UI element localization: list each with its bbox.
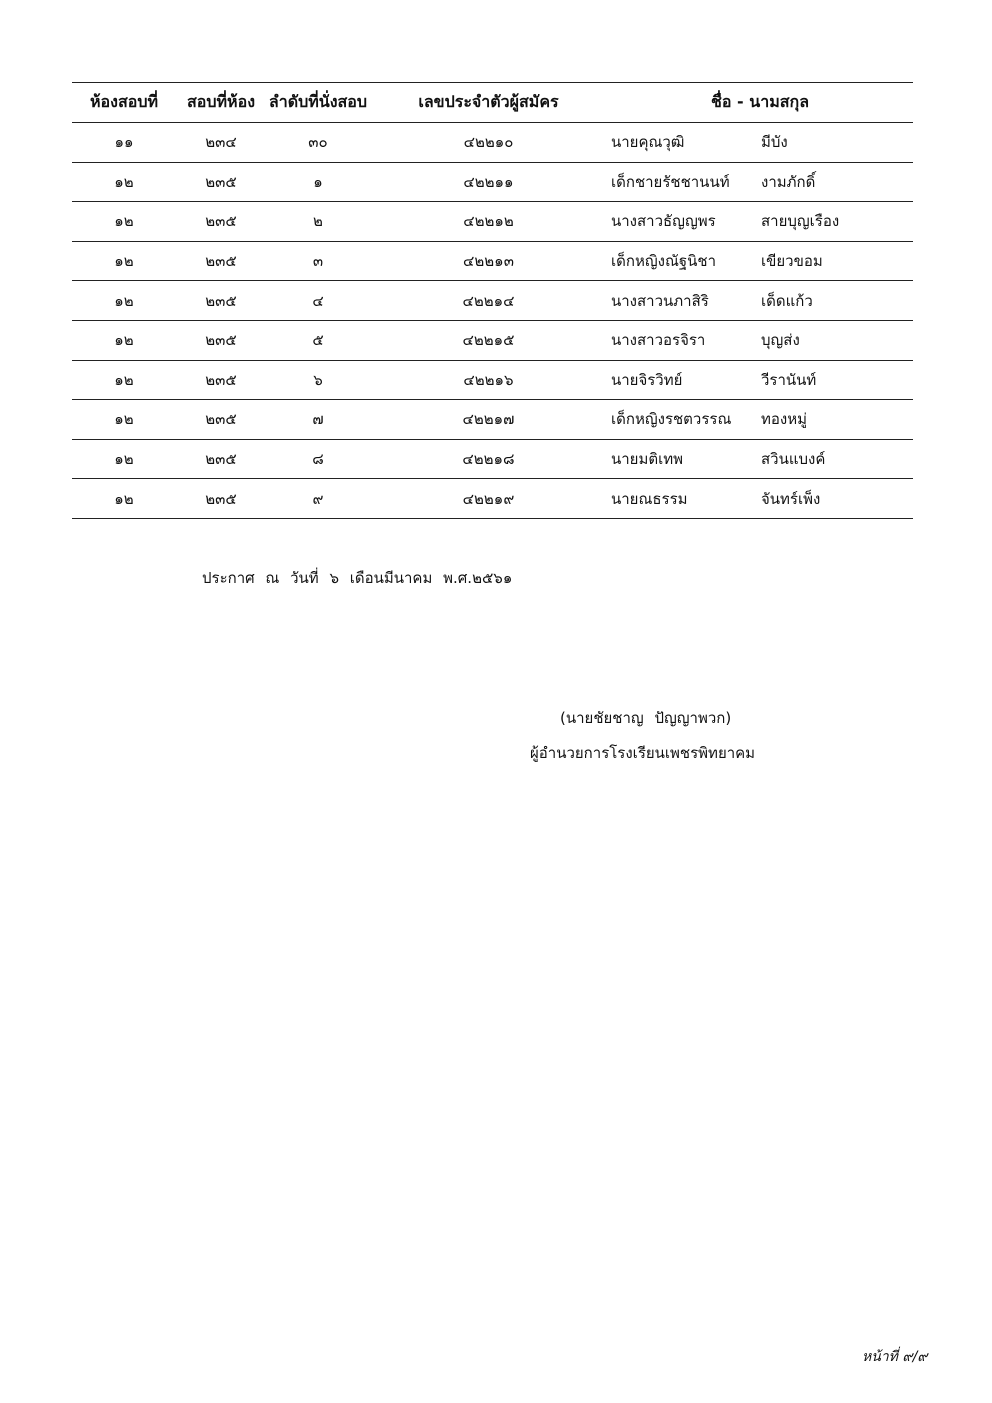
- applicant-id-cell: ๔๒๒๑๑: [463, 172, 514, 191]
- first-name-cell: เด็กหญิงรชตวรรณ: [611, 410, 732, 429]
- applicant-id-cell: ๔๒๒๑๙: [462, 489, 515, 508]
- seat-cell: ๓๐: [308, 133, 328, 152]
- room-cell: ๒๓๕: [205, 172, 237, 191]
- table-row: [72, 162, 913, 202]
- exam-room-cell: ๑๒: [114, 291, 134, 310]
- seat-cell: ๗: [312, 410, 324, 429]
- last-name-cell: เด็ดแก้ว: [761, 291, 813, 310]
- table-row: [72, 479, 913, 519]
- page-number: หน้าที่ ๙/๙: [862, 1349, 928, 1365]
- first-name-cell: นายจิรวิทย์: [611, 370, 683, 389]
- table-row: [72, 320, 913, 360]
- seat-cell: ๒: [313, 212, 323, 231]
- applicant-id-cell: ๔๒๒๑๗: [462, 410, 515, 429]
- room-cell: ๒๓๕: [205, 331, 237, 350]
- header-applicant-id: เลขประจำตัวผู้สมัคร: [418, 92, 559, 111]
- exam-room-cell: ๑๑: [114, 133, 134, 152]
- applicant-id-cell: ๔๒๒๑๓: [463, 252, 514, 271]
- exam-room-cell: ๑๒: [114, 331, 134, 350]
- exam-room-cell: ๑๒: [114, 212, 134, 231]
- applicant-id-cell: ๔๒๒๑๐: [463, 133, 514, 152]
- exam-room-cell: ๑๒: [114, 172, 134, 191]
- exam-room-cell: ๑๒: [114, 450, 134, 469]
- table-row: [72, 439, 913, 479]
- candidate-table-container: [72, 82, 913, 519]
- room-cell: ๒๓๕: [205, 252, 237, 271]
- first-name-cell: นางสาวอรจิรา: [611, 331, 706, 350]
- room-cell: ๒๓๕: [205, 450, 237, 469]
- applicant-id-cell: ๔๒๒๑๖: [463, 370, 514, 389]
- exam-room-cell: ๑๒: [114, 489, 134, 508]
- applicant-id-cell: ๔๒๒๑๘: [462, 450, 515, 469]
- last-name-cell: สวินแบงค์: [761, 450, 826, 469]
- room-cell: ๒๓๕: [205, 291, 237, 310]
- first-name-cell: นายณธรรม: [611, 489, 688, 508]
- table-row: [72, 281, 913, 321]
- first-name-cell: เด็กหญิงณัฐนิชา: [611, 252, 716, 271]
- room-cell: ๒๓๕: [205, 212, 237, 231]
- table-row: [72, 123, 913, 163]
- exam-room-cell: ๑๒: [114, 370, 134, 389]
- room-cell: ๒๓๕: [205, 370, 237, 389]
- last-name-cell: งามภักดิ์: [761, 172, 816, 191]
- candidate-table: [72, 82, 913, 519]
- last-name-cell: มีบัง: [761, 133, 788, 152]
- room-cell: ๒๓๔: [205, 133, 237, 152]
- applicant-id-cell: ๔๒๒๑๔: [462, 291, 515, 310]
- seat-cell: ๓: [312, 252, 324, 271]
- header-room: สอบที่ห้อง: [186, 92, 256, 111]
- first-name-cell: เด็กชายรัชชานนท์: [611, 172, 730, 191]
- last-name-cell: เขียวขอม: [761, 252, 823, 271]
- table-row: [72, 400, 913, 440]
- seat-cell: ๖: [313, 370, 323, 389]
- exam-room-cell: ๑๒: [114, 410, 134, 429]
- applicant-id-cell: ๔๒๒๑๕: [462, 331, 515, 350]
- table-row: [72, 241, 913, 281]
- room-cell: ๒๓๕: [205, 410, 237, 429]
- seat-cell: ๘: [312, 450, 324, 469]
- header-name: ชื่อ - นามสกุล: [711, 92, 809, 111]
- exam-room-cell: ๑๒: [114, 252, 134, 271]
- signatory-name: (นายชัยชาญ ปัญญาพวก): [560, 709, 732, 727]
- applicant-id-cell: ๔๒๒๑๒: [463, 212, 514, 231]
- header-exam-room: ห้องสอบที่: [89, 92, 159, 111]
- last-name-cell: สายบุญเรือง: [761, 212, 840, 231]
- first-name-cell: นางสาวนภาสิริ: [611, 291, 709, 310]
- last-name-cell: บุญส่ง: [761, 331, 800, 350]
- header-seat: ลำดับที่นั่งสอบ: [268, 92, 368, 111]
- table-row: [72, 202, 913, 242]
- seat-cell: ๔: [312, 291, 324, 310]
- announcement-date: ประกาศ ณ วันที่ ๖ เดือนมีนาคม พ.ศ.๒๕๖๑: [202, 569, 513, 587]
- seat-cell: ๑: [313, 172, 323, 191]
- seat-cell: ๙: [312, 489, 324, 508]
- first-name-cell: นายมติเทพ: [611, 450, 683, 469]
- table-header-row: [72, 83, 913, 123]
- last-name-cell: จันทร์เพ็ง: [761, 489, 821, 508]
- signatory-title: ผู้อำนวยการโรงเรียนเพชรพิทยาคม: [530, 744, 756, 762]
- last-name-cell: วีรานันท์: [761, 370, 817, 389]
- first-name-cell: นายคุณวุฒิ: [611, 133, 685, 152]
- seat-cell: ๕: [312, 331, 324, 350]
- room-cell: ๒๓๕: [205, 489, 237, 508]
- table-row: [72, 360, 913, 400]
- first-name-cell: นางสาวธัญญพร: [611, 212, 716, 231]
- last-name-cell: ทองหมู่: [761, 410, 807, 429]
